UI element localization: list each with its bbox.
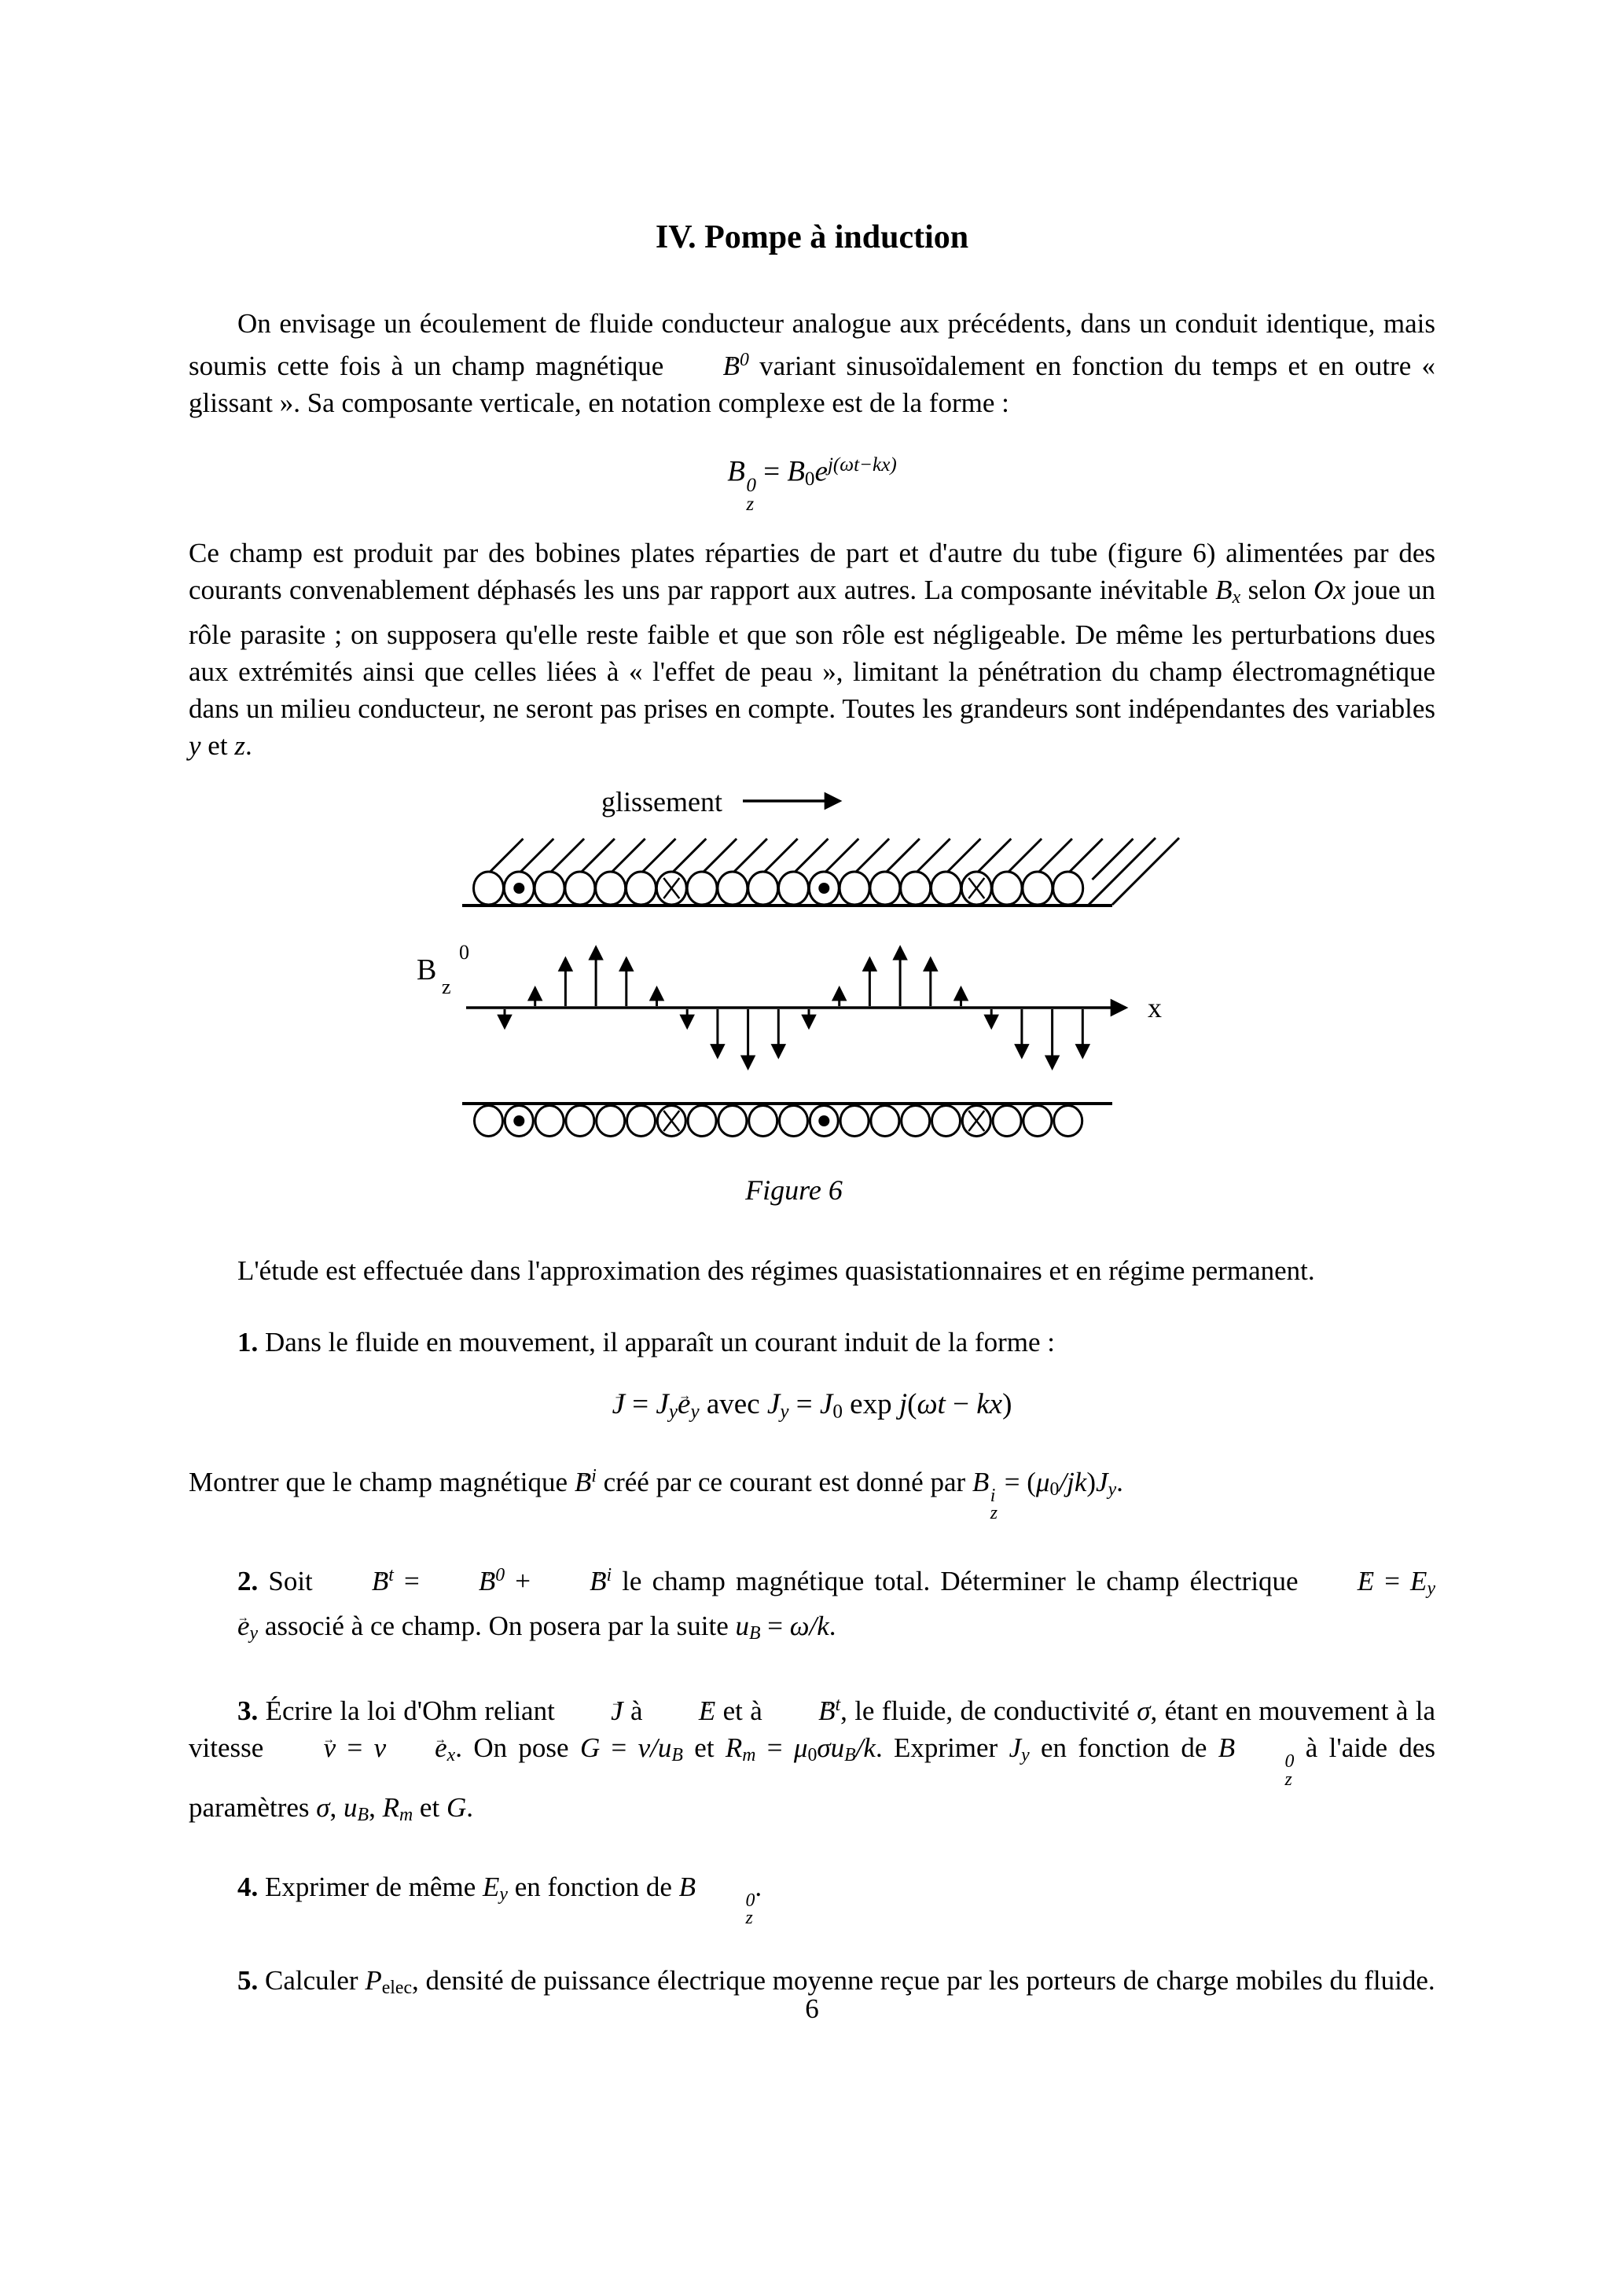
text-run: B → — [430, 1563, 495, 1600]
text-run: E → — [1309, 1563, 1374, 1600]
text-run: , — [329, 1791, 344, 1823]
coil-circle — [565, 872, 595, 905]
coil-circle — [1023, 872, 1053, 905]
coil-circle — [993, 1106, 1021, 1137]
current-out-dot — [818, 1115, 829, 1126]
superscript: 0 — [1284, 1751, 1295, 1773]
text-run: J — [1096, 1466, 1108, 1497]
text-run: B — [787, 455, 805, 488]
coil-circle — [688, 1106, 716, 1137]
text-run: m — [742, 1745, 756, 1766]
coil-circle — [535, 1106, 564, 1137]
text-run: 4. — [237, 1871, 259, 1902]
text-run: le champ magnétique total. Déterminer le champ électrique — [612, 1565, 1309, 1596]
superscript: 0 — [746, 475, 756, 497]
subscript: z — [745, 1908, 753, 1929]
coil-circle — [718, 1106, 747, 1137]
text-run: B — [844, 1745, 856, 1766]
text-run: x — [1232, 587, 1241, 608]
sub-sup-stack — [746, 476, 756, 514]
coil-circle — [718, 872, 748, 905]
text-run: E — [1410, 1565, 1427, 1596]
page-number: 6 — [805, 1993, 819, 2024]
text-run: 2. — [237, 1565, 259, 1596]
text-run: σu — [817, 1732, 845, 1764]
text-run: . — [755, 1871, 762, 1902]
current-out-dot — [818, 883, 829, 894]
coil-circle — [992, 872, 1022, 905]
text-run: ) — [1002, 1388, 1012, 1421]
text-run: associé à ce champ. On posera par la suite — [258, 1611, 736, 1642]
text-run: B → — [674, 347, 740, 384]
coil-circle — [566, 1106, 594, 1137]
hatch-line — [1093, 839, 1133, 880]
figure-6-diagram — [401, 777, 1187, 1146]
text-run: à — [623, 1695, 650, 1727]
text-run: = — [760, 1611, 790, 1642]
superscript: 0 — [745, 1890, 755, 1911]
study-paragraph — [189, 1252, 1435, 1289]
text-run: Figure 6 — [745, 1174, 843, 1207]
text-run: B — [1215, 575, 1233, 606]
text-run: ω/k — [789, 1611, 829, 1642]
coil-circle — [596, 872, 626, 905]
sub-sup-stack — [696, 1892, 755, 1927]
text-run: et — [413, 1791, 446, 1823]
text-run: j — [898, 1388, 908, 1421]
text-run: Dans le fluide en mouvement, il apparaît un courant induit de la forme : — [258, 1327, 1055, 1358]
coil-circle — [780, 1106, 808, 1137]
text-run: y — [1108, 1479, 1117, 1500]
text-run: G — [579, 1732, 601, 1764]
text-run: Soit — [258, 1565, 323, 1596]
text-run: 3. — [237, 1695, 259, 1727]
text-run: en fonction de — [1029, 1732, 1218, 1764]
coil-circle — [870, 872, 900, 905]
text-run: et — [682, 1732, 726, 1764]
text-run: . On pose — [455, 1732, 580, 1764]
text-run: ) — [1086, 1466, 1097, 1497]
text-run: i — [591, 1465, 597, 1486]
subscript: z — [1284, 1769, 1292, 1790]
text-run: 0 — [495, 1565, 505, 1585]
text-run: joue un rôle parasite ; on supposera qu'elle reste faible et que son rôle est négligeable. De même les perturbations dues aux extrémités ainsi que celles liées à « l'effet de peau », limitant la pénétration du champ électromagnétique dans un milieu conducteur, ne seront pas prises en compte. Toutes les grandeurs sont indépendantes des variables — [189, 575, 1435, 725]
text-run: . — [244, 730, 252, 762]
text-run: B — [357, 1804, 369, 1825]
text-run: x — [446, 1745, 456, 1766]
b-field-label-sub: z — [442, 975, 451, 999]
text-run: y — [780, 1401, 789, 1423]
text-run: /jk — [1059, 1466, 1087, 1497]
text-run: . — [466, 1791, 473, 1823]
text-run: B — [972, 1466, 990, 1497]
text-run: z — [234, 730, 245, 762]
text-run: 5. — [237, 1965, 259, 1997]
sub-sup-stack — [1236, 1753, 1295, 1788]
text-run: i — [606, 1565, 612, 1585]
coil-circle — [902, 1106, 930, 1137]
x-axis-label: x — [1148, 992, 1162, 1024]
question-2 — [189, 1557, 1435, 1652]
text-run: t — [388, 1565, 394, 1585]
text-run: variant sinusoïdalement en fonction du temps et en outre « glissant ». Sa composante verticale, en notation complexe est de la forme : — [189, 350, 1435, 418]
coil-circle — [1023, 1106, 1052, 1137]
text-run: 0 — [739, 350, 749, 370]
text-run: B — [1218, 1732, 1236, 1764]
text-run: σ — [316, 1791, 330, 1823]
question-1 — [189, 1324, 1435, 1361]
text-run: créé par ce courant est donné par — [596, 1466, 972, 1497]
text-run: σ — [1137, 1695, 1151, 1727]
text-run: L'étude est effectuée dans l'approximation des régimes quasistationnaires et en régime permanent. — [237, 1255, 1315, 1287]
text-run: J — [819, 1388, 833, 1421]
text-run: kx — [976, 1388, 1003, 1421]
text-run: J → — [612, 1379, 625, 1430]
coil-circle — [475, 1106, 503, 1137]
text-run: e → — [678, 1379, 690, 1430]
text-run: 0 — [804, 468, 815, 490]
b-field-label-sup: 0 — [459, 941, 469, 964]
coil-circle — [901, 872, 931, 905]
text-run: y — [189, 730, 201, 762]
text-run: B — [727, 455, 745, 488]
text-run: B → — [323, 1563, 388, 1600]
text-run: μ — [793, 1732, 808, 1764]
text-run: B — [678, 1871, 696, 1902]
text-run: , le fluide, de conductivité — [840, 1695, 1137, 1727]
text-run: y — [1021, 1745, 1030, 1766]
text-run: . Exprimer — [875, 1732, 1009, 1764]
text-run: e → — [189, 1607, 250, 1644]
text-run: G — [446, 1791, 467, 1823]
text-run: v → — [275, 1729, 336, 1766]
text-run: . — [829, 1611, 836, 1642]
text-run: j(ωt−kx) — [827, 454, 897, 476]
text-run: R — [725, 1732, 743, 1764]
text-run: et — [200, 730, 235, 762]
text-run: = — [625, 1388, 656, 1421]
current-out-dot — [513, 883, 524, 894]
coil-circle — [535, 872, 564, 905]
text-run: , étant en mouvement à la vitesse — [189, 1695, 1435, 1764]
text-run: ( — [907, 1388, 917, 1421]
text-run: Écrire la loi d'Ohm reliant — [258, 1695, 563, 1727]
subscript: z — [990, 1503, 998, 1524]
text-run: 0 — [807, 1745, 818, 1766]
question-3 — [189, 1687, 1435, 1833]
text-run: B → — [770, 1692, 835, 1729]
section-title — [189, 219, 1435, 256]
text-run: E — [482, 1871, 500, 1902]
text-run: /k — [855, 1732, 876, 1764]
coil-circle — [597, 1106, 625, 1137]
text-run: J — [766, 1388, 781, 1421]
figure-caption — [401, 1174, 1187, 1207]
text-run: ωt — [917, 1388, 946, 1421]
text-run: = ( — [997, 1466, 1036, 1497]
text-run: E → — [650, 1692, 715, 1729]
text-run: B — [749, 1623, 761, 1644]
text-run: Calculer — [258, 1965, 366, 1997]
text-run: Ox — [1313, 575, 1346, 606]
coil-circle — [840, 872, 869, 905]
text-run: = — [755, 1732, 794, 1764]
text-run: en fonction de — [507, 1871, 679, 1902]
text-run: B — [671, 1745, 683, 1766]
coil-circle — [626, 872, 656, 905]
text-run: J — [1009, 1732, 1022, 1764]
coil-circle — [748, 872, 778, 905]
text-run: On envisage un écoulement de fluide conducteur analogue aux précédents, dans un conduit identique, mais soumis cette fois à un champ magnétique — [189, 308, 1435, 381]
text-run: exp — [842, 1388, 899, 1421]
text-run: 0 — [1049, 1479, 1060, 1500]
superscript: i — [990, 1485, 996, 1506]
text-run: J — [656, 1388, 669, 1421]
sub-sup-stack — [990, 1487, 998, 1523]
text-run: = — [755, 455, 788, 488]
text-run: B → — [575, 1464, 591, 1501]
text-run: = — [393, 1565, 430, 1596]
text-run: μ — [1035, 1466, 1050, 1497]
intro-paragraph — [189, 305, 1435, 421]
text-run: à l'aide des paramètres — [189, 1732, 1435, 1823]
question-4 — [189, 1868, 1435, 1927]
figure-6 — [401, 777, 1187, 1150]
text-run: y — [690, 1401, 700, 1423]
text-run: = — [600, 1732, 638, 1764]
text-run: m — [399, 1804, 413, 1825]
coil-circle — [932, 1106, 961, 1137]
text-run: Ce champ est produit par des bobines plates réparties de part et d'autre du tube (figure 6) alimentées par des courants convenablement déphasés les uns par rapport aux autres. La composante inévitable — [189, 538, 1435, 606]
coils-paragraph — [189, 535, 1435, 764]
text-run: + — [505, 1565, 542, 1596]
text-run: 0 — [832, 1401, 843, 1423]
coil-circle — [474, 872, 504, 905]
coil-circle — [840, 1106, 869, 1137]
coil-circle — [779, 872, 809, 905]
text-run: Exprimer de même — [258, 1871, 483, 1902]
text-run: R — [382, 1791, 399, 1823]
text-run: elec — [381, 1978, 413, 1999]
text-run: B → — [541, 1563, 606, 1600]
text-run: y — [249, 1623, 259, 1644]
text-run: e → — [386, 1729, 447, 1766]
text-run: y — [1427, 1578, 1435, 1600]
text-run: v/u — [637, 1732, 672, 1764]
current-out-dot — [513, 1115, 524, 1126]
text-run: = — [1374, 1565, 1411, 1596]
text-run: avec — [699, 1388, 767, 1421]
text-run: . — [1116, 1466, 1123, 1497]
text-run: P — [365, 1965, 382, 1997]
text-run: t — [835, 1695, 841, 1716]
page-content — [189, 0, 1435, 2007]
text-run: u — [344, 1791, 358, 1823]
subscript: z — [746, 494, 755, 516]
text-run: v — [373, 1732, 387, 1764]
b-field-label: B — [417, 953, 437, 987]
equation-b-field — [189, 440, 1435, 514]
text-run: = — [336, 1732, 374, 1764]
text-run: y — [499, 1883, 508, 1905]
question-1-continued — [189, 1458, 1435, 1523]
equation-current — [189, 1379, 1435, 1438]
text-run: y — [668, 1401, 678, 1423]
coil-circle — [931, 872, 961, 905]
text-run: IV. Pompe à induction — [655, 219, 969, 255]
text-run: Montrer que le champ magnétique — [189, 1466, 575, 1497]
text-run: e — [814, 455, 828, 488]
text-run: u — [735, 1611, 749, 1642]
coil-circle — [749, 1106, 777, 1137]
coil-circle — [687, 872, 717, 905]
text-run: selon — [1240, 575, 1314, 606]
coil-circle — [1054, 1106, 1082, 1137]
coil-circle — [871, 1106, 899, 1137]
text-run: − — [945, 1388, 977, 1421]
text-run: , — [369, 1791, 383, 1823]
text-run: = — [788, 1388, 820, 1421]
coil-circle — [1053, 872, 1083, 905]
text-run: et à — [715, 1695, 770, 1727]
text-run: J → — [562, 1692, 623, 1729]
text-run: 1. — [237, 1327, 259, 1358]
glissement-label: glissement — [601, 786, 722, 818]
text-run: , densité de puissance électrique moyenne reçue par les porteurs de charge mobiles du fluide. — [412, 1965, 1435, 1997]
coil-circle — [627, 1106, 656, 1137]
